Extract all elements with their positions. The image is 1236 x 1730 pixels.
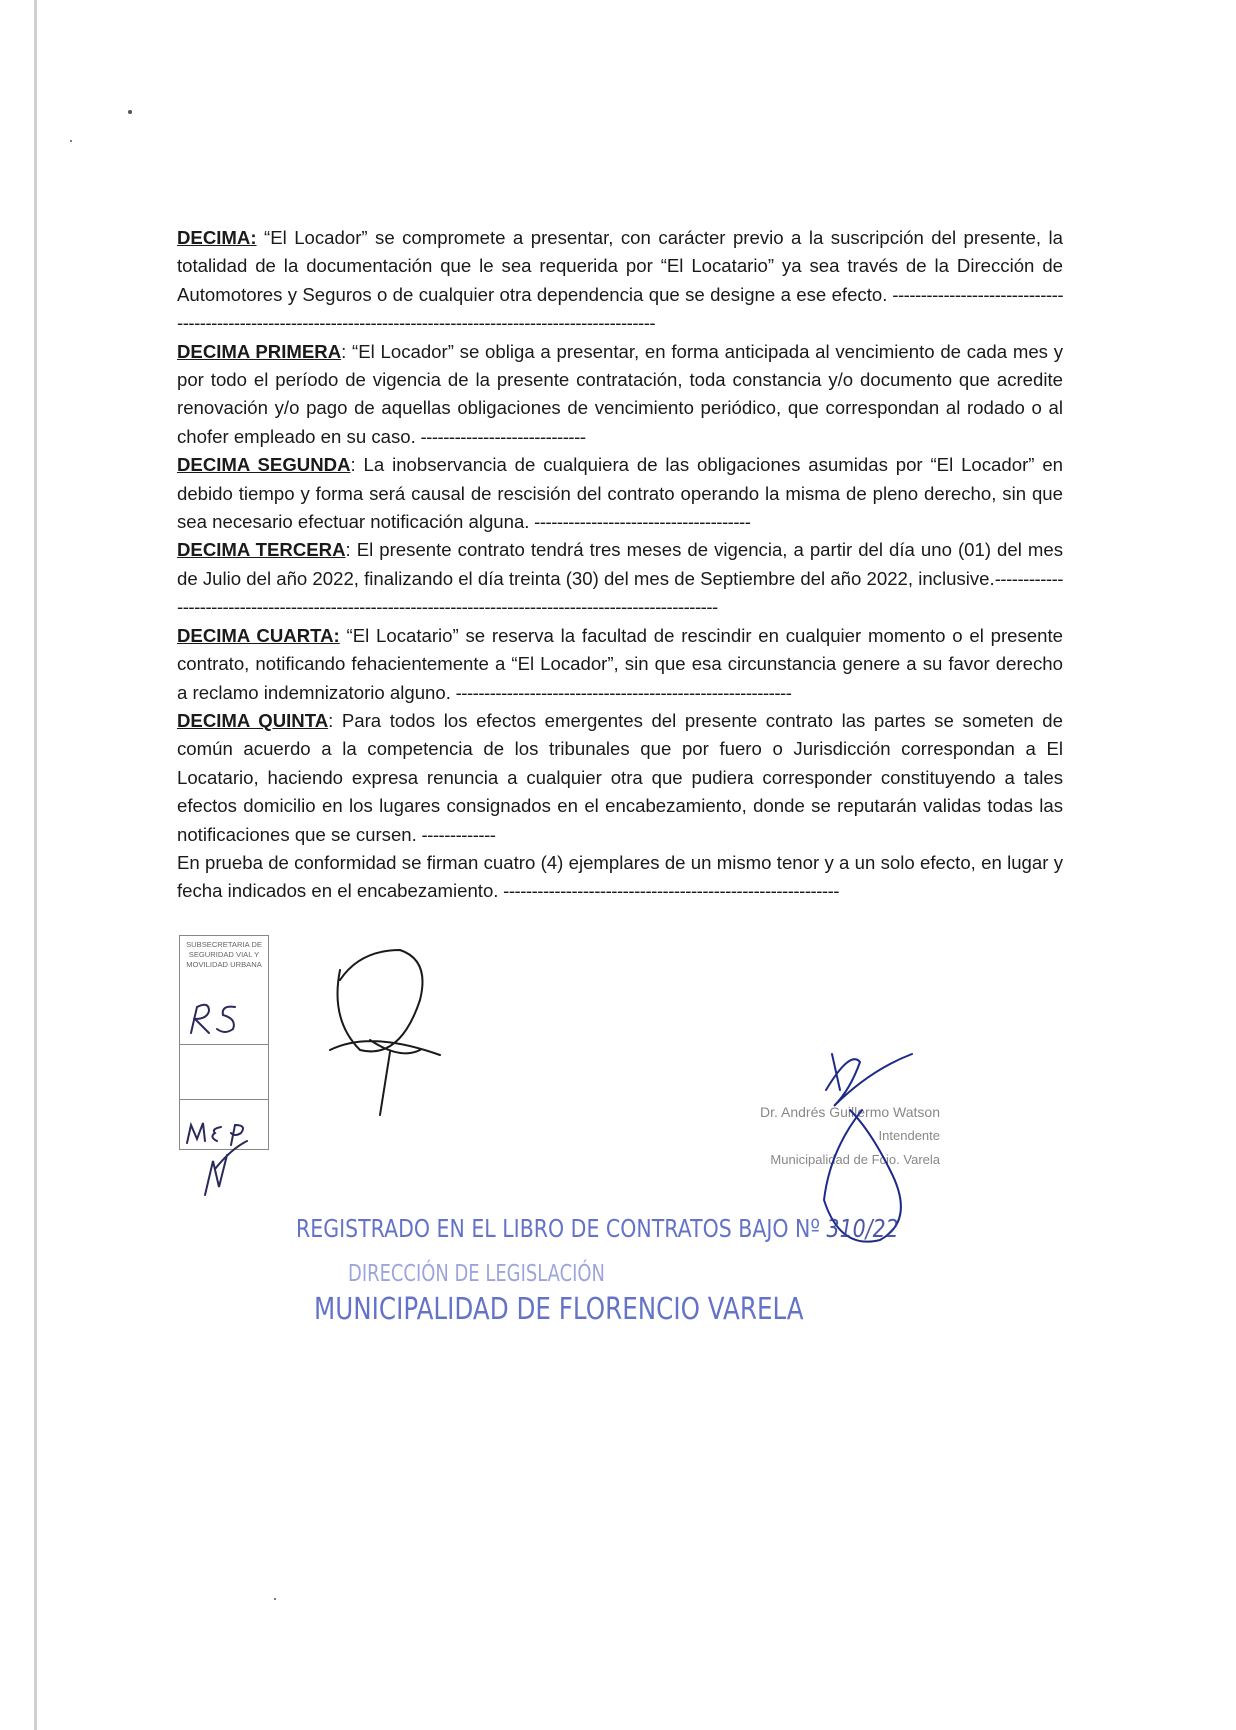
clause-text: : “El Locador” se obliga a presentar, en forma anticipada al vencimiento de cada mes y por todo el período de vigencia de la presente contratación, toda constancia y/o documento que acredite renovación y/o pago de aquellas obligaciones de vencimiento periódico, que correspondan al rodado o al chofer empleado en su caso. [177,340,1063,447]
intendant-entity: Municipalidad de Fcio. Varela [770,1152,940,1167]
clause-label: DECIMA: [177,227,257,248]
clause-decima-tercera [177,536,1063,621]
clause-decima-cuarta [177,622,1063,707]
clause-text: “El Locador” se compromete a presentar, con carácter previo a la suscripción del presente, la totalidad de la documentación que le sea requerida por “El Locatario” ya sea través de la Dirección de Automotores y Seguros o de cualquier otra dependencia que se designe a ese efecto. [177,227,1063,305]
closing-text: En prueba de conformidad se firman cuatro (4) ejemplares de un mismo tenor y a un solo efecto, en lugar y fecha indicados en el encabezamiento. [177,851,1063,902]
clause-decima-segunda [177,451,1063,536]
scan-speck [70,140,72,142]
control-stamp-header-line: MOVILIDAD URBANA [186,960,262,969]
contract-clauses [177,224,1063,906]
clause-label: DECIMA PRIMERA [177,340,342,362]
clause-fill: ------------- [416,823,496,845]
registry-stamp-number: 310/22 [826,1214,899,1243]
clause-decima-quinta [177,707,1063,849]
scan-speck [128,110,132,114]
clause-text: “El Locatario” se reserva la facultad de rescindir en cualquier momento o el presente contrato, notificando fehacientemente a “El Locador”, sin que esa circunstancia genere a su favor derecho a reclamo indemnizatorio alguno. [177,624,1063,703]
intendant-title: Intendente [878,1128,940,1143]
clause-label: DECIMA CUARTA: [177,624,340,646]
clause-fill: ----------------------------- [415,425,586,447]
scan-edge-line [34,0,37,1730]
control-stamp-header-line: SEGURIDAD VIAL Y [188,950,260,959]
closing-statement [177,849,1063,906]
clause-fill: ----------------------------------------------------------- [450,681,792,703]
locador-signature [320,940,460,1120]
clause-fill: -------------------------------------- [529,511,751,533]
clause-label: DECIMA SEGUNDA [177,454,351,476]
registry-stamp-text: REGISTRADO EN EL LIBRO DE CONTRATOS BAJO Nº [296,1214,821,1243]
clause-decima [177,224,1063,338]
intendant-name: Dr. Andrés Guillermo Watson [760,1104,940,1120]
control-stamp-header-line: SUBSECRETARIA DE [186,940,262,949]
registry-stamp-line1 [296,1214,899,1243]
clause-text: : La inobservancia de cualquiera de las obligaciones asumidas por “El Locador” en debido tiempo y forma será causal de rescisión del contrato operando la misma de pleno derecho, sin que sea necesario efectuar notificación alguna. [177,454,1063,533]
clause-label: DECIMA TERCERA [177,539,346,561]
control-stamp [179,935,269,1159]
clause-decima-primera [177,338,1063,452]
registry-stamp-line2: DIRECCIÓN DE LEGISLACIÓN [348,1261,605,1287]
clause-text: : El presente contrato tendrá tres meses de vigencia, a partir del día uno (01) del mes de Julio del año 2022, finalizando el día treinta (30) del mes de Septiembre del año 2022, inclusive. [177,539,1063,589]
clause-label: DECIMA QUINTA [177,709,329,731]
clause-fill: ------------------------------------------------------------------------------------------------------------------ [177,283,1064,334]
registry-stamp-line3: MUNICIPALIDAD DE FLORENCIO VARELA [314,1292,804,1327]
clause-text: : Para todos los efectos emergentes del presente contrato las partes se someten de común acuerdo a la competencia de los tribunales que por fuero o Jurisdicción correspondan a El Locatario, haciendo expresa renuncia a cualquier otra que pudiera corresponder constituyendo a tales efectos domicilio en los lugares consignados en el encabezamiento, donde se reputarán validas todas las notificaciones que se cursen. [177,709,1063,845]
scan-speck [274,1598,276,1600]
closing-fill: ----------------------------------------------------------- [498,880,839,902]
clause-fill: ----------------------------------------------------------------------------------------------------------- [177,567,1063,618]
control-stamp-initials [179,935,289,1205]
